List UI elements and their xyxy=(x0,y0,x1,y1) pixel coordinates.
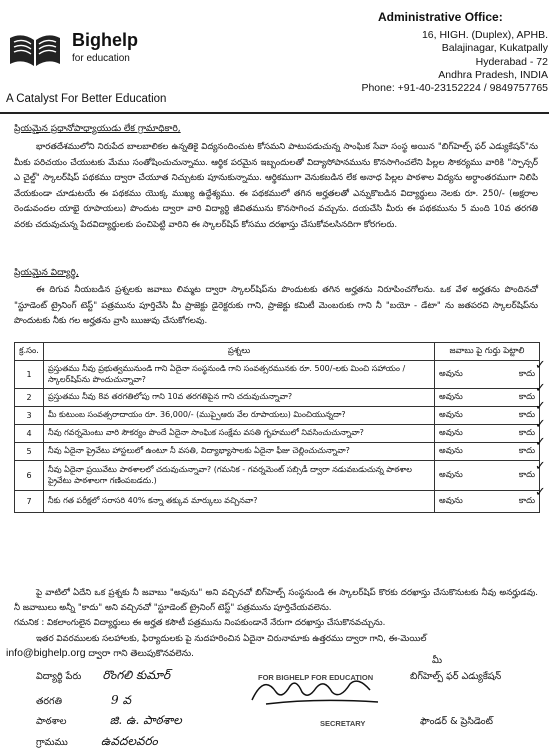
village-value: ఉవదలవరం xyxy=(100,734,158,748)
header-divider xyxy=(0,112,549,114)
row-answer xyxy=(435,459,546,491)
row-answer xyxy=(435,435,546,461)
col-questions-header: ప్రశ్నలు xyxy=(44,343,435,361)
tagline: A Catalyst For Better Education xyxy=(6,93,167,105)
row-question: మీ కుటుంబ సంవత్సరాదాయం రూ. 36,000/- (ముప్పైఆరు వేల రూపాయలు) మించియున్నదా? xyxy=(44,407,435,425)
contact-note: ఇతర వివరములకు సలహాలకు, ఫిర్యాదులకు పై నుదహరించిన ఏదైనా చిరునామాకు ఉత్తరము ద్వారా గాని, ఈ-మెయిల్ xyxy=(36,634,427,644)
row-answer xyxy=(435,399,546,425)
open-book-icon xyxy=(6,30,64,70)
answer-yes-option[interactable]: అవును xyxy=(439,368,463,378)
eligibility-table xyxy=(14,342,546,513)
row-answer xyxy=(435,417,546,443)
checkmark-icon: ✓ xyxy=(534,358,546,373)
answer-yes-option[interactable]: అవును xyxy=(439,391,463,401)
student-salutation: ప్రియమైన విద్యార్థి, xyxy=(14,268,79,278)
row-serial: 7 xyxy=(15,491,44,513)
signature xyxy=(246,670,386,710)
answer-yes-option[interactable]: అవును xyxy=(439,409,463,419)
email-suffix: ద్వారా గాని తెలుపుకొనవలెను. xyxy=(88,649,194,659)
table-row xyxy=(15,491,540,513)
address-line: Andhra Pradesh, INDIA xyxy=(438,68,548,81)
answer-yes-option[interactable]: అవును xyxy=(439,427,463,437)
class-value: 9 వ xyxy=(111,693,132,707)
col-serial-header: క్ర.సం. xyxy=(15,343,44,361)
answer-no-option[interactable]: కాదు xyxy=(518,495,535,505)
answer-no-option[interactable]: కాదు xyxy=(518,427,535,437)
row-question: నీవు ఏదైనా ప్రయివేటు పాఠశాలలో చదువుచున్నావా? (గమనిక - గవర్నమెంట్ సబ్సిడీ ద్వారా నడువబడుచున్న పాఠశాల ప్రైవేటు పాఠశాలగా గణింపబడదు.) xyxy=(44,461,435,491)
row-question: ప్రస్తుతము నీవు ప్రభుత్వమునుండి గాని ఏదైనా సంస్థనుండి గాని సంవత్సరమునకు రూ. 500/-లకు మించి సహాయం / స్కాలర్‌షిప్‌ను పొందుచున్నావా? xyxy=(44,361,435,389)
contact-email-line xyxy=(6,647,194,661)
intro-paragraph: భారతదేశములోని నిరుపేద బాలబాలికల ఉన్నతికై విద్యనందించుట కోసమని పాటుపడుచున్న సాంఘిక సేవా సంస్థ అయిన "బిగ్‌హెల్ప్ ఫర్ ఎడ్యుకేషన్"ను మీకు పరిచయం చేయుటకు మేము సంతోషించుచున్నాము. ఆర్థిక పరమైన ఇబ్బందులతో విద్యాసోపానమును కొనసాగించలేని పిల్లల సౌకర్యము వారికి "స్పాన్సర్ ఎ చైల్డ్" స్కాలర్‌షిప్ పథకము ద్వారా చేయూత నిచ్చుటకు పూనుకున్నాము. ఆర్థికముగా వెనుకబడిన లేక అనాధ పిల్లల పాఠశాల విద్యను అర్ధాంతరముగా నిలిపి వేయకుండా చూడుటయే ఈ పథకము యొక్క ముఖ్య ఉద్దేశ్యము. ఈ పథకములో తగిన అర్హతలతో ఎన్నుకొబడిన విద్యార్థులు నెలకు రూ. 250/- (అక్షరాల రెండువందల యాభై రూపాయలు) పొందుట ద్వారా వారి విద్యార్థి జీవితమును కొనసాగించ వచ్చును. దయచేసి మీరు ఈ పథకమును 5 మంది 10వ తరగతి వరకు చదువుచున్న పేదవిద్యార్థులకు పంచిపెట్టి వారిని ఈ స్కాలర్‌షిప్ కోసము దరఖాస్తు చేసుకోవలసినదిగా కోరగలరు. xyxy=(14,142,538,230)
answer-yes-option[interactable]: అవును xyxy=(439,469,463,479)
table-row xyxy=(15,443,540,461)
row-serial: 5 xyxy=(15,443,44,461)
row-serial: 2 xyxy=(15,389,44,407)
class-field xyxy=(36,693,131,710)
village-field xyxy=(36,734,158,751)
student-name-label: విద్యార్థి పేరు xyxy=(36,671,82,682)
school-field xyxy=(36,713,182,730)
checkmark-icon: ✓ xyxy=(534,435,546,450)
answer-yes-option[interactable]: అవును xyxy=(439,495,463,505)
row-serial: 3 xyxy=(15,407,44,425)
row-answer xyxy=(435,358,546,389)
table-row xyxy=(15,461,540,491)
table-row xyxy=(15,407,540,425)
school-value: జి. ఉ. పాఠశాల xyxy=(109,713,182,727)
address-line: Balajinagar, Kukatpally xyxy=(441,42,548,55)
row-serial: 4 xyxy=(15,425,44,443)
closing-title: ఫౌండర్ & ప్రెసిడెంట్ xyxy=(420,716,493,727)
address-line: 16, HIGH. (Duplex), APHB. xyxy=(421,29,548,41)
table-row xyxy=(15,389,540,407)
student-name-field xyxy=(36,668,170,685)
stamp-top-text: FOR BIGHELP FOR EDUCATION xyxy=(258,673,374,682)
village-label: గ్రామము xyxy=(36,737,68,748)
answer-no-option[interactable]: కాదు xyxy=(518,391,535,401)
student-paragraph: ఈ దిగువ నీయబడిన ప్రశ్నలకు జవాబు లిమ్మట ద్వారా స్కాలర్‌షిప్‌ను పొందుటకు తగిన అర్హతను నిరూపించగోలను. ఒక వేళ అర్హతను పొందినచో "స్టూడెంట్ ట్రైనింగ్ టెస్ట్" పత్రమును పూర్తిచేసి మీ ప్రాజెక్టు డైరెక్టరుకు గాని, ప్రాజెక్టు కమిటీ మెంబరుకు గాని నీ "బయో - డేటా" ను జతపరచి స్కాలర్‌షిప్‌ను పొందుటకు నీకు గల అర్హతను వ్రాసి ఋజువు చేసుకోగలవు. xyxy=(14,285,538,327)
stamp-bottom-text: SECRETARY xyxy=(320,719,366,728)
checkmark-icon: ✓ xyxy=(534,381,546,396)
address-line: Hyderabad - 72 xyxy=(475,55,548,68)
row-answer xyxy=(435,381,546,407)
row-serial: 1 xyxy=(15,361,44,389)
row-question: నీకు గత పరీక్షలో సరాసరి 40% కన్నా తక్కువ మార్కులు వచ్చినవా? xyxy=(44,491,435,513)
eligibility-note: పై వాటిలో ఏదేని ఒక ప్రశ్నకు నీ జవాబు "అవును" అని వచ్చినచో బిగ్‌హెల్ప్ సంస్థనుండి ఈ స్కాలర్‌షిప్ కొరకు దరఖాస్తు చేసుకొనుటకు నీవు అనర్హుడవు. నీ జవాబులు అన్నీ "కాదు" అని వచ్చినచో "స్టూడెంట్ ట్రైనింగ్ టెస్ట్" పత్రమును పూర్తిచేయవలెను. xyxy=(14,588,538,613)
row-serial: 6 xyxy=(15,461,44,491)
checkmark-icon: ✓ xyxy=(534,459,546,474)
office-title: Administrative Office: xyxy=(378,10,503,24)
checkmark-icon: ✓ xyxy=(534,485,546,500)
answer-no-option[interactable]: కాదు xyxy=(518,368,535,378)
col-answer-header: జవాబు పై గుర్తు పెట్టాలి xyxy=(435,343,540,361)
table-header-row xyxy=(15,343,540,361)
answer-no-option[interactable]: కాదు xyxy=(518,409,535,419)
brand-subtitle: for education xyxy=(72,53,130,64)
class-label: తరగతి xyxy=(36,696,62,707)
disabled-note: గమనిక : వికలాంగులైన విద్యార్థులు ఈ అర్హత కసౌటీ పత్రమును నింపకుండానే నేరుగా దరఖాస్తు చేసుకొనవచ్చును. xyxy=(14,618,386,628)
brand-name: Bighelp xyxy=(72,30,138,50)
answer-yes-option[interactable]: అవును xyxy=(439,445,463,455)
checkmark-icon: ✓ xyxy=(534,417,546,432)
answer-no-option[interactable]: కాదు xyxy=(518,469,535,479)
row-question: ప్రస్తుతము నీవు 8వ తరగతిలోపు గాని 10వ తరగతిపైన గాని చదువుచున్నావా? xyxy=(44,389,435,407)
school-label: పాఠశాల xyxy=(36,716,67,727)
email-link[interactable]: info@bighelp.org xyxy=(6,647,86,659)
table-row xyxy=(15,425,540,443)
intro-salutation: ప్రియమైన ప్రధానోపాధ్యాయుడు లేక గ్రామాధికారి, xyxy=(14,124,181,134)
student-name-value: రొంగలి కుమార్ xyxy=(102,668,171,682)
table-row xyxy=(15,361,540,389)
office-address xyxy=(358,29,548,95)
answer-no-option[interactable]: కాదు xyxy=(518,445,535,455)
closing-org: బిగ్‌హెల్ప్ ఫర్ ఎడ్యుకేషన్ xyxy=(410,671,502,682)
row-question: నీవు గవర్నమెంటు వారి సౌకర్యం పొందే ఏదైనా సాంఘిక సంక్షేమ వసతి గృహములో నివసించుచున్నావా? xyxy=(44,425,435,443)
phone-line: Phone: +91-40-23152224 / 9849757765 xyxy=(361,82,548,95)
checkmark-icon: ✓ xyxy=(534,399,546,414)
row-question: నీవు ఏదైనా ప్రైవేటు హాస్టలులో ఉంటూ నీ వసతి, విద్యాభ్యాసాలకు ఏదైనా ఫీజు చెల్లించుచున్నావా? xyxy=(44,443,435,461)
row-answer xyxy=(435,485,546,513)
closing-yours: మీ xyxy=(432,655,443,666)
